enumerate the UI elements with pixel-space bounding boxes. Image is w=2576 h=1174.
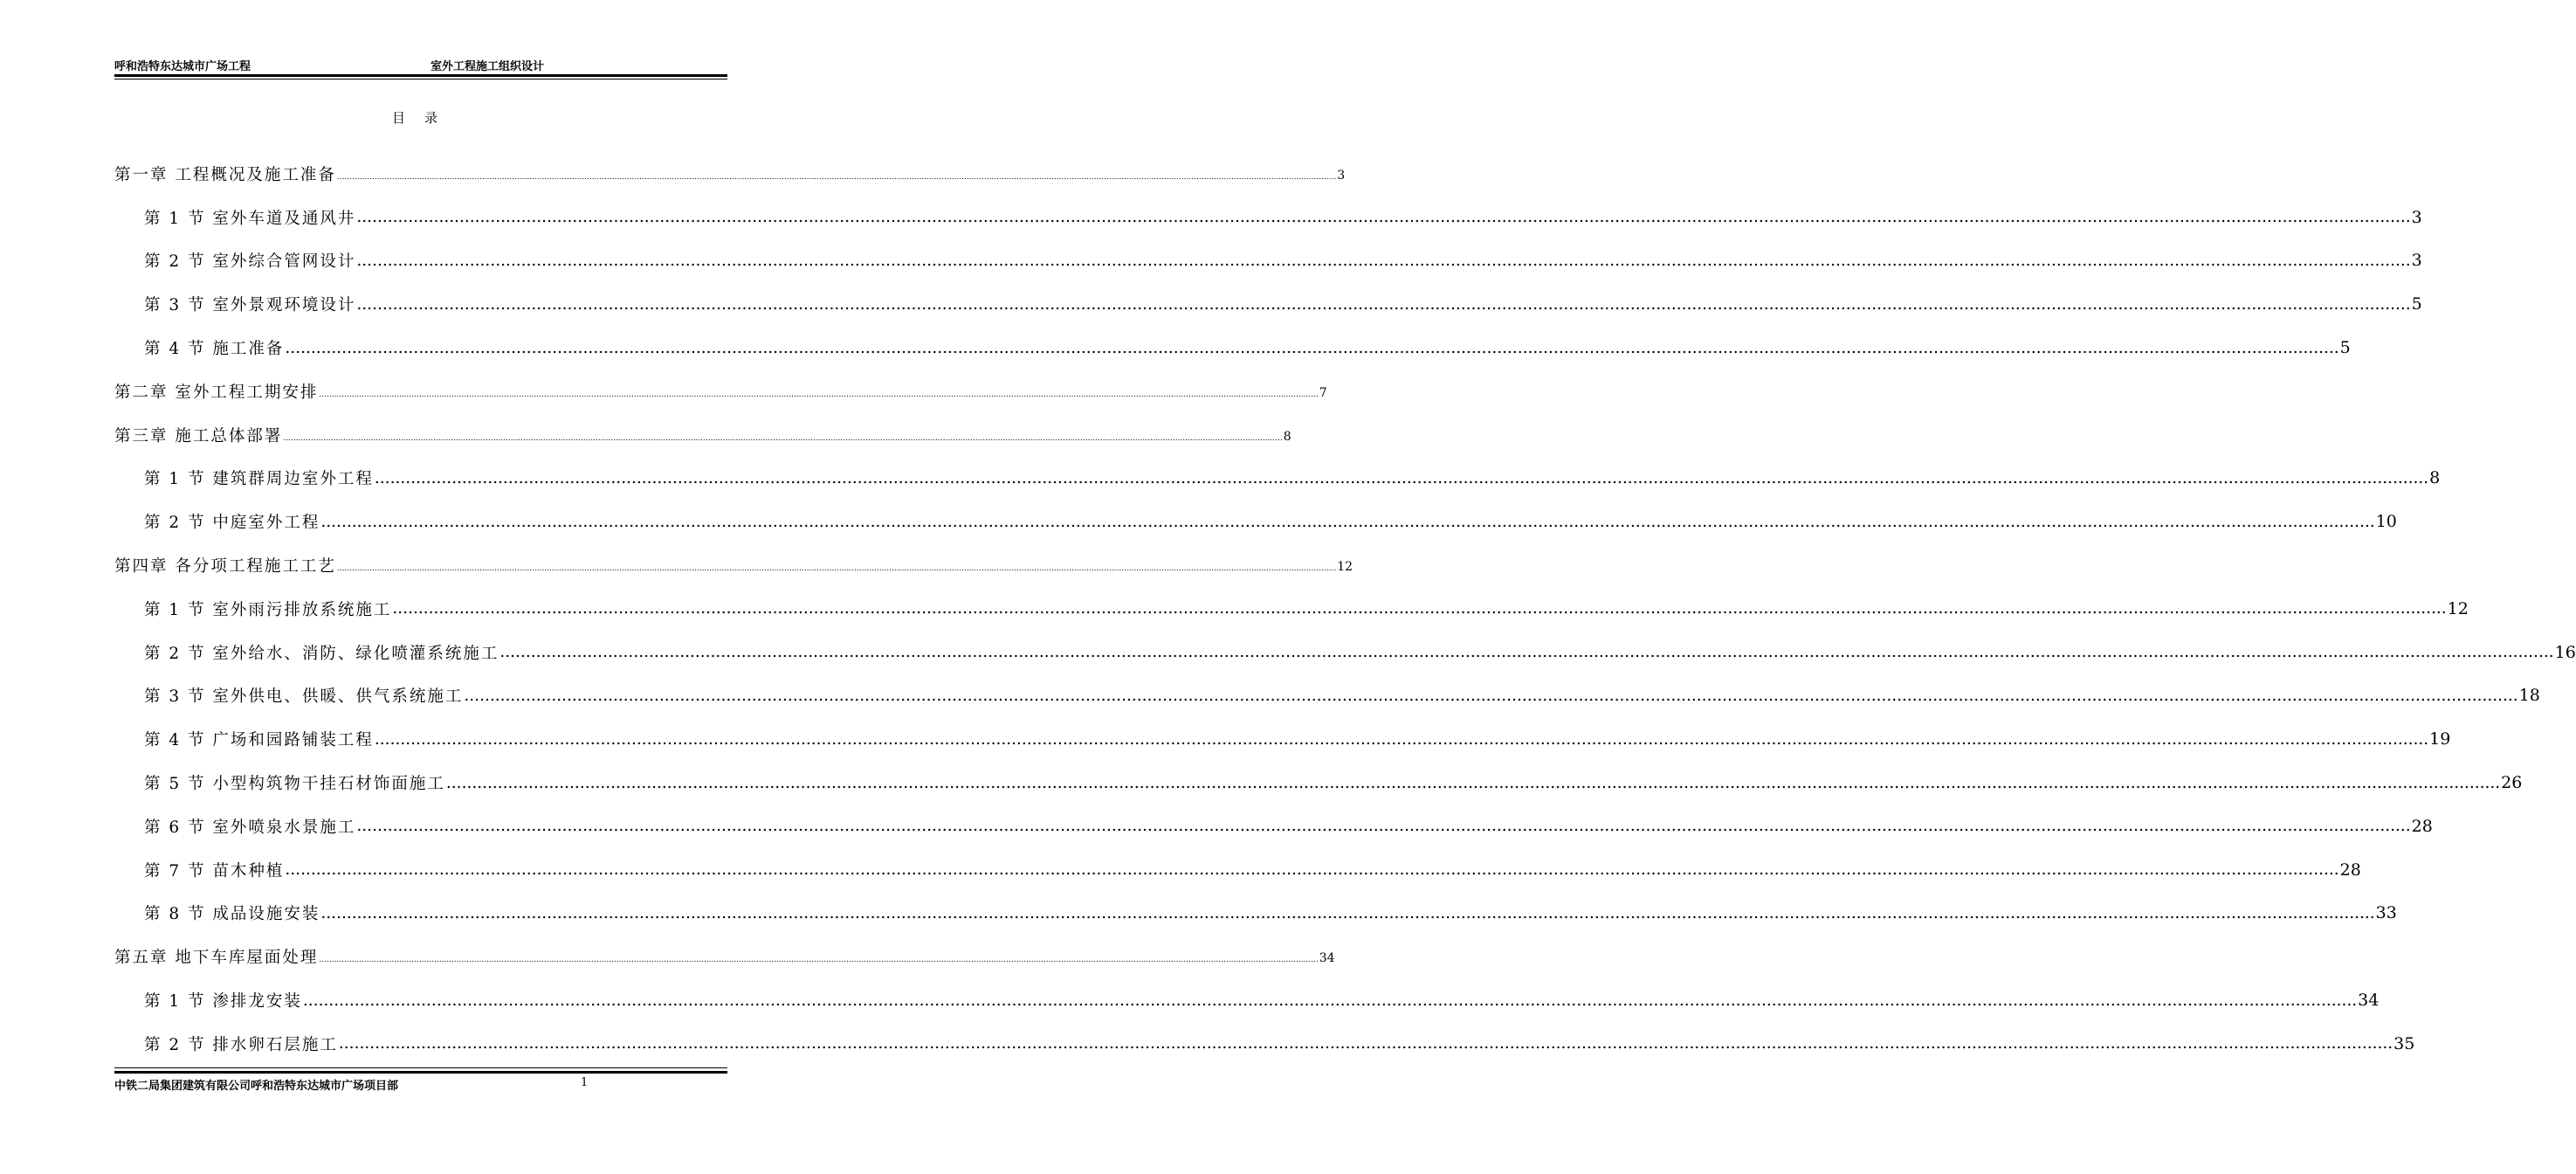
toc-entry-label: 第 6 节 室外喷泉水景施工	[144, 815, 356, 838]
toc-dot-leader: ................................................................................................................................................................................................................................................................................................................................................................................................................	[285, 338, 2339, 357]
toc-dot-leader: ................................................................................................................................................................................................................................................................................................................................................................................................................	[336, 172, 1337, 182]
toc-dot-leader: ................................................................................................................................................................................................................................................................................................................................................................................................................	[319, 956, 1319, 965]
toc-entry-page: 8	[2429, 468, 2441, 488]
toc-dot-leader: ................................................................................................................................................................................................................................................................................................................................................................................................................	[320, 903, 2375, 922]
toc-entry-label: 第四章 各分项工程施工工艺	[114, 554, 337, 577]
toc-entry-page: 12	[2447, 598, 2469, 618]
toc-entry-page: 3	[2411, 251, 2422, 271]
toc-chapter-entry[interactable]	[114, 369, 1327, 413]
toc-entry-page: 26	[2501, 773, 2523, 793]
toc-entry-label: 第 5 节 小型构筑物干挂石材饰面施工	[144, 771, 446, 794]
toc-entry-page: 28	[2411, 816, 2433, 836]
toc-section-entry[interactable]	[114, 805, 2433, 848]
toc-entry-label: 第 4 节 施工准备	[144, 336, 285, 359]
toc-entry-label: 第 1 节 渗排龙安装	[144, 989, 303, 1012]
toc-entry-label: 第 1 节 建筑群周边室外工程	[144, 466, 375, 489]
header-rule-thick	[114, 74, 727, 77]
toc-entry-label: 第 7 节 苗木种植	[144, 859, 285, 881]
toc-dot-leader: ................................................................................................................................................................................................................................................................................................................................................................................................................	[320, 512, 2375, 531]
toc-entry-page: 8	[1283, 429, 1291, 444]
page-header	[114, 57, 727, 73]
toc-entry-page: 12	[1337, 560, 1353, 575]
toc-dot-leader: ................................................................................................................................................................................................................................................................................................................................................................................................................	[302, 991, 2358, 1010]
toc-entry-page: 28	[2339, 860, 2361, 880]
toc-chapter-entry[interactable]	[114, 935, 1335, 978]
footer-rule-thick	[114, 1071, 727, 1074]
toc-dot-leader: ................................................................................................................................................................................................................................................................................................................................................................................................................	[319, 390, 1319, 399]
toc-section-entry[interactable]	[114, 631, 2576, 674]
toc-section-entry[interactable]	[114, 674, 2540, 718]
toc-entry-page: 10	[2375, 512, 2397, 532]
toc-section-entry[interactable]	[114, 892, 2397, 936]
footer-company: 中铁二局集团建筑有限公司呼和浩特东达城市广场项目部	[114, 1080, 399, 1093]
toc-dot-leader: ................................................................................................................................................................................................................................................................................................................................................................................................................	[464, 686, 2518, 705]
toc-dot-leader: ................................................................................................................................................................................................................................................................................................................................................................................................................	[356, 251, 2411, 270]
toc-entry-page: 35	[2393, 1033, 2415, 1053]
toc-entry-label: 第五章 地下车库屋面处理	[114, 945, 319, 968]
toc-entry-label: 第 2 节 排水卵石层施工	[144, 1032, 339, 1055]
toc-entry-page: 7	[1319, 385, 1327, 400]
toc-section-entry[interactable]	[114, 500, 2397, 543]
toc-chapter-entry[interactable]	[114, 152, 1346, 196]
toc-entry-page: 33	[2375, 903, 2397, 923]
toc-entry-page: 5	[2411, 294, 2422, 314]
toc-entry-page: 16	[2554, 642, 2576, 662]
toc-dot-leader: ................................................................................................................................................................................................................................................................................................................................................................................................................	[285, 860, 2339, 880]
toc-entry-label: 第 1 节 室外雨污排放系统施工	[144, 597, 392, 620]
toc-entry-label: 第 3 节 室外景观环境设计	[144, 293, 356, 315]
toc-entry-label: 第 4 节 广场和园路铺装工程	[144, 728, 375, 750]
toc-entry-label: 第 1 节 室外车道及通风井	[144, 206, 356, 229]
toc-section-entry[interactable]	[114, 326, 2351, 369]
toc-dot-leader: ................................................................................................................................................................................................................................................................................................................................................................................................................	[356, 817, 2411, 836]
toc-entry-label: 第二章 室外工程工期安排	[114, 380, 319, 403]
toc-entry-label: 第 8 节 成品设施安装	[144, 901, 320, 924]
toc-chapter-entry[interactable]	[114, 413, 1291, 457]
toc-dot-leader: ................................................................................................................................................................................................................................................................................................................................................................................................................	[392, 599, 2447, 618]
toc-section-entry[interactable]	[114, 848, 2361, 892]
toc-dot-leader: ................................................................................................................................................................................................................................................................................................................................................................................................................	[499, 643, 2554, 662]
header-project-name: 呼和浩特东达城市广场工程	[114, 60, 251, 73]
toc-dot-leader: ................................................................................................................................................................................................................................................................................................................................................................................................................	[336, 564, 1337, 574]
toc-title: 目录	[391, 110, 457, 126]
toc-dot-leader: ................................................................................................................................................................................................................................................................................................................................................................................................................	[445, 773, 2501, 792]
toc-section-entry[interactable]	[114, 457, 2441, 501]
toc-section-entry[interactable]	[114, 282, 2422, 326]
toc-chapter-entry[interactable]	[114, 543, 1353, 587]
page-number: 1	[581, 1076, 589, 1089]
toc-section-entry[interactable]	[114, 239, 2422, 283]
toc-entry-label: 第一章 工程概况及施工准备	[114, 162, 337, 185]
toc-section-entry[interactable]	[114, 761, 2523, 805]
page-footer	[114, 1076, 727, 1092]
toc-entry-page: 34	[2358, 991, 2380, 1011]
toc-entry-label: 第 2 节 室外给水、消防、绿化喷灌系统施工	[144, 641, 499, 664]
toc-entry-page: 3	[1337, 168, 1346, 183]
toc-entry-label: 第 2 节 中庭室外工程	[144, 510, 320, 533]
toc-dot-leader: ................................................................................................................................................................................................................................................................................................................................................................................................................	[374, 729, 2429, 749]
toc-dot-leader: ................................................................................................................................................................................................................................................................................................................................................................................................................	[356, 208, 2411, 227]
table-of-contents	[114, 152, 2576, 1066]
toc-entry-label: 第 2 节 室外综合管网设计	[144, 249, 356, 272]
toc-section-entry[interactable]	[114, 717, 2451, 761]
toc-section-entry[interactable]	[114, 196, 2422, 239]
toc-dot-leader: ................................................................................................................................................................................................................................................................................................................................................................................................................	[356, 294, 2411, 314]
toc-section-entry[interactable]	[114, 587, 2469, 631]
toc-entry-label: 第三章 施工总体部署	[114, 424, 283, 446]
toc-entry-page: 3	[2411, 207, 2422, 227]
toc-entry-page: 19	[2429, 729, 2451, 749]
toc-section-entry[interactable]	[114, 978, 2380, 1022]
toc-dot-leader: ................................................................................................................................................................................................................................................................................................................................................................................................................	[338, 1034, 2393, 1053]
header-document-title: 室外工程施工组织设计	[430, 60, 545, 73]
toc-dot-leader: ................................................................................................................................................................................................................................................................................................................................................................................................................	[374, 468, 2429, 487]
toc-dot-leader: ................................................................................................................................................................................................................................................................................................................................................................................................................	[283, 433, 1283, 443]
toc-section-entry[interactable]	[114, 1022, 2415, 1066]
toc-entry-page: 34	[1319, 951, 1335, 966]
toc-entry-page: 18	[2518, 686, 2540, 706]
footer-rule-thin	[114, 1067, 727, 1068]
toc-entry-label: 第 3 节 室外供电、供暖、供气系统施工	[144, 684, 464, 707]
toc-entry-page: 5	[2339, 338, 2351, 358]
